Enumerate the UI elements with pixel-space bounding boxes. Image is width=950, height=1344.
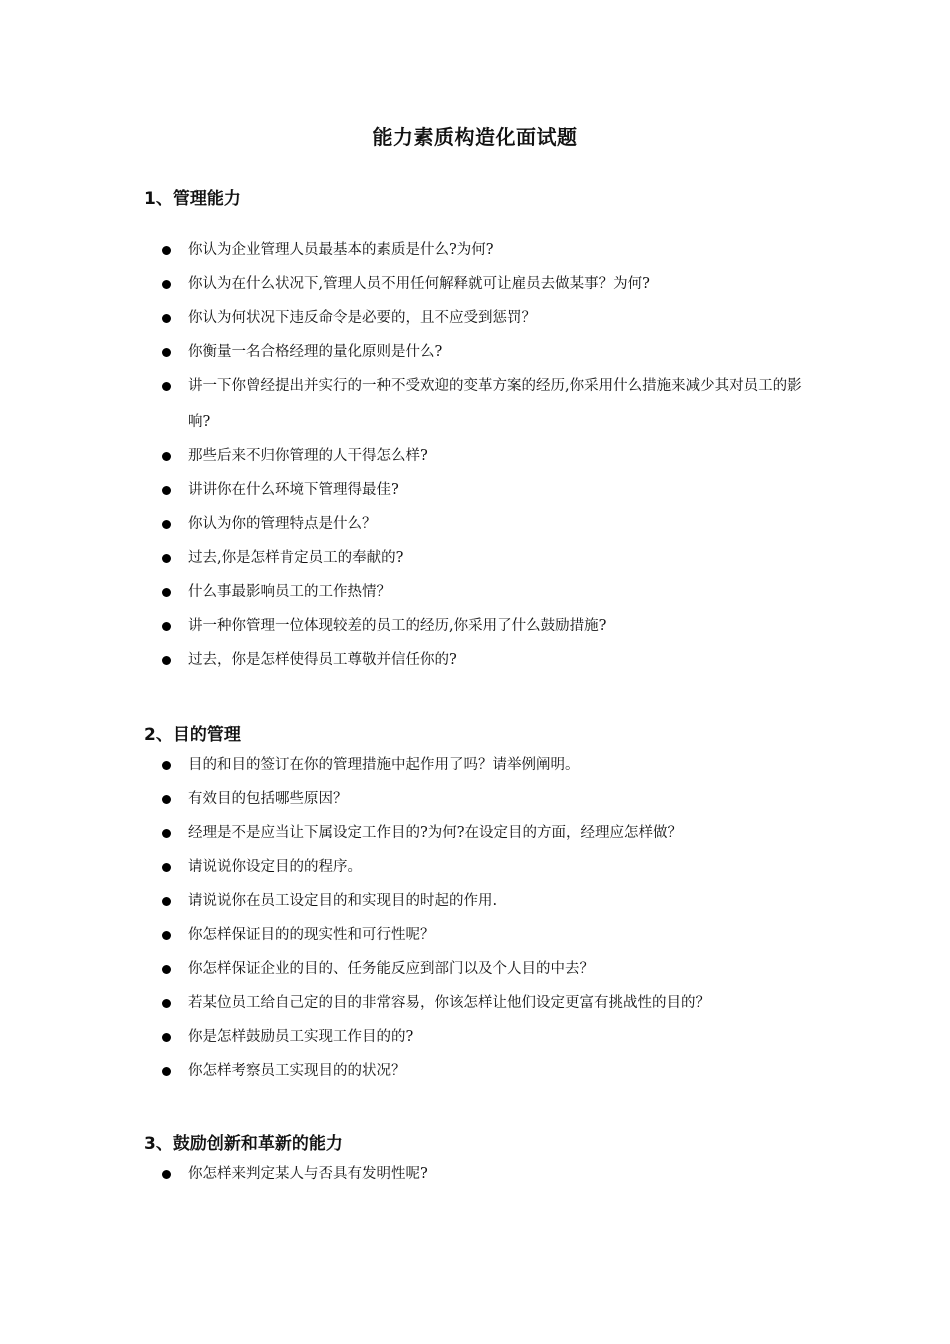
bullet-icon	[162, 486, 171, 495]
bullet-icon	[162, 965, 171, 974]
list-item: 经理是不是应当让下属设定工作目的?为何?在设定目的方面，经理应怎样做？	[160, 823, 820, 843]
bullet-icon	[162, 761, 171, 770]
list-item: 过去，你是怎样使得员工尊敬并信任你的?	[160, 650, 820, 670]
list-item: 请说说你在员工设定目的和实现目的时起的作用.	[160, 891, 820, 911]
bullet-icon	[162, 622, 171, 631]
list-item: 你衡量一名合格经理的量化原则是什么?	[160, 342, 820, 362]
bullet-icon	[162, 863, 171, 872]
document-title: 能力素质构造化面试题	[372, 125, 578, 149]
bullet-icon	[162, 829, 171, 838]
bullet-icon	[162, 656, 171, 665]
bullet-icon	[162, 588, 171, 597]
bullet-icon	[162, 897, 171, 906]
list-item: 过去,你是怎样肯定员工的奉献的?	[160, 548, 820, 568]
question-list-management	[160, 240, 820, 684]
bullet-icon	[162, 382, 171, 391]
list-item: 你认为你的管理特点是什么？	[160, 514, 820, 534]
list-item: 你是怎样鼓励员工实现工作目的的?	[160, 1027, 820, 1047]
question-list-goal-management	[160, 755, 820, 1095]
bullet-icon	[162, 280, 171, 289]
bullet-icon	[162, 314, 171, 323]
bullet-icon	[162, 931, 171, 940]
list-item: 什么事最影响员工的工作热情？	[160, 582, 820, 602]
question-list-innovation	[160, 1164, 820, 1198]
list-item: 讲一种你管理一位体现较差的员工的经历,你采用了什么鼓励措施?	[160, 616, 820, 636]
bullet-icon	[162, 1067, 171, 1076]
bullet-icon	[162, 999, 171, 1008]
list-item: 你认为何状况下违反命令是必要的，且不应受到惩罚？	[160, 308, 820, 328]
section-heading-management: 1、管理能力	[144, 189, 241, 209]
section-heading-goal-management: 2、目的管理	[144, 725, 241, 745]
list-item: 讲讲你在什么环境下管理得最佳?	[160, 480, 820, 500]
list-item: 你认为在什么状况下,管理人员不用任何解释就可让雇员去做某事？为何?	[160, 274, 820, 294]
list-item: 讲一下你曾经提出并实行的一种不受欢迎的变革方案的经历,你采用什么措施来减少其对员工的影响?	[160, 368, 820, 440]
bullet-icon	[162, 1033, 171, 1042]
bullet-icon	[162, 1170, 171, 1179]
bullet-icon	[162, 795, 171, 804]
bullet-icon	[162, 554, 171, 563]
list-item: 你怎样保证目的的现实性和可行性呢？	[160, 925, 820, 945]
list-item: 你怎样考察员工实现目的的状况？	[160, 1061, 820, 1081]
section-heading-innovation: 3、鼓励创新和革新的能力	[144, 1134, 343, 1154]
bullet-icon	[162, 520, 171, 529]
list-item: 你怎样来判定某人与否具有发明性呢?	[160, 1164, 820, 1184]
list-item: 请说说你设定目的的程序。	[160, 857, 820, 877]
list-item: 有效目的包括哪些原因？	[160, 789, 820, 809]
bullet-icon	[162, 348, 171, 357]
list-item: 目的和目的签订在你的管理措施中起作用了吗？请举例阐明。	[160, 755, 820, 775]
list-item: 若某位员工给自己定的目的非常容易，你该怎样让他们设定更富有挑战性的目的？	[160, 993, 820, 1013]
bullet-icon	[162, 452, 171, 461]
bullet-icon	[162, 246, 171, 255]
list-item: 你怎样保证企业的目的、任务能反应到部门以及个人目的中去？	[160, 959, 820, 979]
list-item: 那些后来不归你管理的人干得怎么样?	[160, 446, 820, 466]
list-item: 你认为企业管理人员最基本的素质是什么?为何?	[160, 240, 820, 260]
